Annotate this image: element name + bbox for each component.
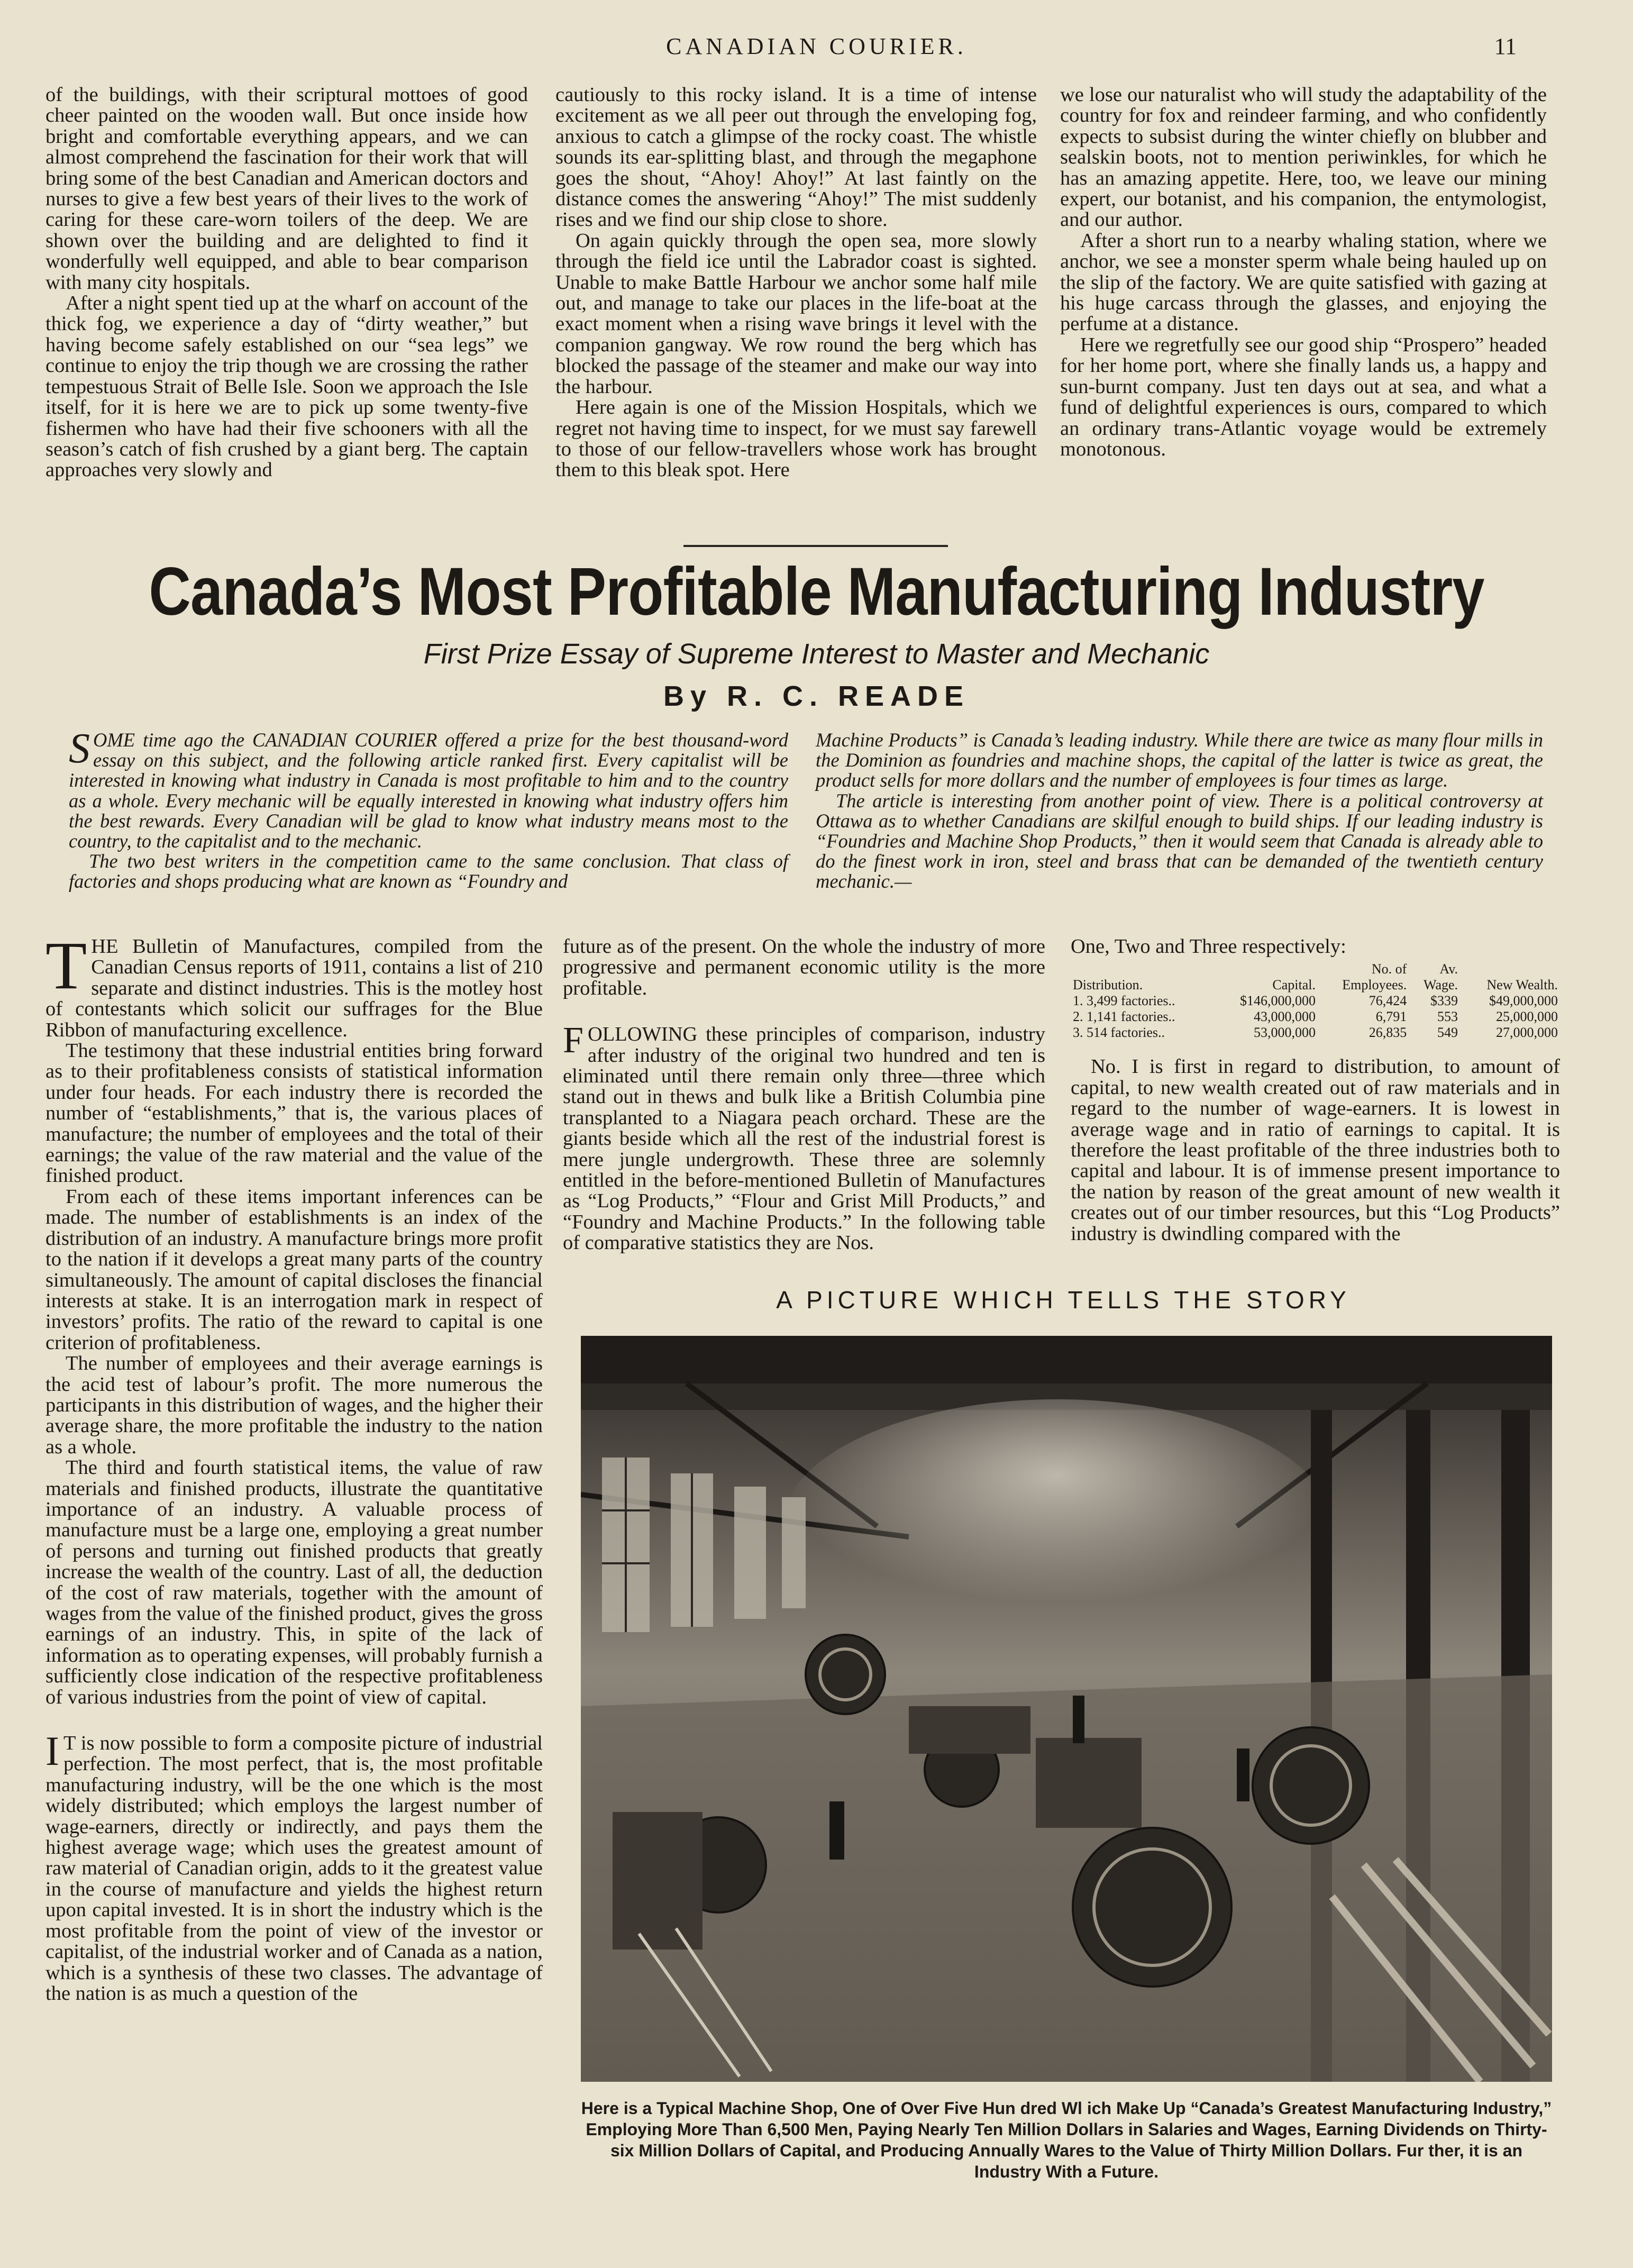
table-row	[1071, 1009, 1560, 1025]
table-cell: 553	[1437, 1009, 1458, 1025]
intro-column-1	[69, 725, 788, 892]
drop-cap: T	[45, 928, 87, 1003]
intro-paragraph	[69, 725, 788, 852]
intro-text: OME time ago the CANADIAN COURIER offered a prize for the best thousand-word essay on this subject, and the following article ranked first. Every capitalist will be interested in knowing what industry in Canada is most profitable to him and to the country as a whole. Every mechanic will be equally interested in knowing what industry offers him the best rewards. Every Canadian will be glad to know what industry means most to the country, to the capitalist and to the mechanic.	[69, 729, 788, 852]
article-subtitle: First Prize Essay of Supreme Interest to Master and Mechanic	[423, 638, 1210, 670]
table-header: Av.	[1439, 961, 1458, 977]
machine-shop-illustration	[581, 1336, 1552, 2082]
table-cell: 53,000,000	[1254, 1025, 1316, 1041]
table-cell: 27,000,000	[1496, 1025, 1558, 1041]
page-number: 11	[1494, 33, 1517, 59]
paragraph: The third and fourth statistical items, the value of raw materials and finished products, illustrate the quantitative importance of an industry. A valuable process of manufacture must be a large one, employing a great number of persons and turning out finished products that greatly increase the wealth of the country. Last of all, the deduction of the cost of raw materials, together with the amount of wages from the value of the finished product, gives the gross earnings of an industry. This, in spite of the lack of information as to operating expenses, will probably furnish a sufficiently close indication of the respective profitableness of various industries from the point of view of capital.	[45, 1456, 543, 1708]
intro-paragraph: The article is interesting from another point of view. There is a political controversy at Ottawa as to whether Canadians are skilful enough to build ships. If our leading industry is “Foundries and Machine Shop Products,” then it would seem that Canada is already able to do the finest work in iron, steel and brass that can be demanded of the twentieth century mechanic.—	[816, 789, 1543, 892]
table-cell: 43,000,000	[1254, 1009, 1316, 1025]
machine-shop-photo	[581, 1336, 1552, 2082]
paragraph	[45, 928, 543, 1041]
table-header	[1460, 961, 1560, 977]
intro-paragraph: Machine Products” is Canada’s leading industry. While there are twice as many flour mills in the Dominion as foundries and machine shops, the capital of the latter is twice as great, the product sells for more dollars and the number of employees is four times as large.	[816, 729, 1543, 791]
paragraph: One, Two and Three respectively:	[1071, 935, 1346, 958]
table-cell: 26,835	[1369, 1025, 1407, 1041]
table-header: Wage.	[1424, 977, 1458, 993]
table-header: Capital.	[1272, 977, 1316, 993]
paragraph: Here again is one of the Mission Hospitals, which we regret not having time to inspect, for we must say farewell to those of our fellow-travellers whose work has brought them to this bleak spot. Here	[555, 396, 1037, 481]
paragraph	[45, 1728, 543, 2005]
table-header	[1212, 961, 1318, 977]
table-cell: 76,424	[1369, 993, 1407, 1009]
paragraph: After a short run to a nearby whaling station, where we anchor, we see a monster sperm whale being hauled up on the slip of the factory. We are quite satisfied with gazing at his huge carcass through the glasses, and enjoying the perfume at a distance.	[1060, 229, 1547, 335]
photo-caption: Here is a Typical Machine Shop, One of Over Five Hun dred Wl ich Make Up “Canada’s Greatest Manufacturing Industry,” Employing More Than 6,500 Men, Paying Nearly Ten Million Dollars in Salaries and Wages, Earning Dividends on Thirty-six Million Dollars of Capital, and Producing Annually Wares to the Value of Thirty Million Dollars. Fur ther, it is an Industry With a Future.	[581, 2099, 1552, 2181]
paragraph: cautiously to this rocky island. It is a time of intense excitement as we all peer out through the enveloping fog, anxious to catch a glimpse of the rocky coast. The whistle sounds its ear-splitting blast, and through the megaphone goes the shout, “Ahoy! Ahoy!” At last faintly on the distance comes the answering “Ahoy!” The mist suddenly rises and we find our ship close to shore.	[555, 84, 1037, 231]
paragraph: No. I is first in regard to distribution, to amount of capital, to new wealth created out of raw materials and in regard to the number of wage-earners. It is lowest in average wage and in ratio of earnings to capital. It is therefore the least profitable of the three industries both to capital and labour. It is of immense present importance to the nation by reason of the great amount of new wealth it creates out of our timber resources, but this “Log Products” industry is dwindling compared with the	[1071, 1055, 1560, 1245]
paragraph: we lose our naturalist who will study the adaptability of the country for fox and reindeer farming, and who confidently expects to subsist during the winter chiefly on blubber and sealskin boots, not to mention periwinkles, for which he has an amazing appetite. Here, too, we leave our mining expert, our botanist, and his companion, the entymologist, and our author.	[1060, 84, 1547, 231]
paragraph: On again quickly through the open sea, more slowly through the field ice until the Labrador coast is sighted. Unable to make Battle Harbour we anchor some half mile out, and manage to take our places in the life-boat at the exact moment when a rising wave brings it level with the companion gangway. We row round the berg which has blocked the passage of the steamer and make our way into the harbour.	[555, 229, 1037, 398]
body-column-2	[563, 936, 1045, 1254]
paragraph: future as of the present. On the whole the industry of more progressive and permanent economic utility is the more profitable.	[563, 935, 1045, 999]
paragraph: Here we regretfully see our good ship “Prospero” headed for her home port, where she finally lands us, a happy and sun-burnt company. Just ten days out at sea, and what a fund of delightful experiences is ours, compared to which an ordinary trans-Atlantic voyage would be extremely monotonous.	[1060, 333, 1547, 460]
table-cell: 2. 1,141 factories..	[1073, 1009, 1175, 1025]
drop-cap: S	[69, 725, 90, 772]
table-header: Employees.	[1342, 977, 1407, 993]
body-column-3	[1071, 936, 1560, 1244]
running-header: CANADIAN COURIER.	[666, 33, 967, 59]
table-header	[1071, 961, 1212, 977]
intro-paragraph: The two best writers in the competition came to the same conclusion. That class of factories and shops producing what are known as “Foundry and	[69, 850, 788, 892]
drop-cap: I	[45, 1728, 59, 1774]
drop-cap: F	[563, 1020, 583, 1061]
table-cell: 6,791	[1375, 1009, 1407, 1025]
paragraph-text: HE Bulletin of Manufactures, compiled from the Canadian Census reports of 1911, contains a list of 210 separate and distinct industries. This is the motley host of contestants which solicit our suffrages for the Blue Ribbon of manufacturing excellence.	[45, 935, 543, 1041]
table-cell: 3. 514 factories..	[1073, 1025, 1165, 1041]
table-cell: 25,000,000	[1496, 1009, 1558, 1025]
paragraph: The testimony that these industrial entities bring forward as to their profitableness consists of statistical information under four heads. For each industry there is recorded the number of “establishments,” that is, the various places of manufacture; the number of employees and the total of their earnings; the value of the raw material and the value of the finished product.	[45, 1040, 543, 1187]
intro-column-2	[816, 730, 1543, 892]
table-cell: 1. 3,499 factories..	[1073, 993, 1175, 1009]
table-row	[1071, 993, 1560, 1009]
table-header: New Wealth.	[1486, 977, 1558, 993]
picture-heading: A PICTURE WHICH TELLS THE STORY	[776, 1286, 1351, 1314]
top-column-2	[555, 85, 1037, 481]
paragraph: of the buildings, with their scriptural mottoes of good cheer painted on the wooden wall. But once inside how bright and comfortable everything appears, and we can almost comprehend the fascination for their work that will bring some of the best Canadian and American doctors and nurses to give a few best years of their lives to the work of caring for these care-worn toilers of the deep. We are shown over the building and are delighted to find it wonderfully well equipped, and able to bear comparison with many city hospitals.	[45, 84, 528, 294]
top-column-3	[1060, 85, 1547, 460]
table-header-row	[1071, 977, 1560, 993]
statistics-table	[1071, 961, 1560, 1041]
paragraph	[563, 1020, 1045, 1254]
section-divider	[683, 545, 948, 547]
table-cell: 549	[1437, 1025, 1458, 1041]
article-title: Canada’s Most Profitable Manufacturing Industry	[149, 554, 1484, 630]
table-header-row	[1071, 961, 1560, 977]
paragraph-text: T is now possible to form a composite picture of industrial perfection. The most perfect, that is, the most profitable manufacturing industry, will be the one which is the most widely distributed; which employs the largest number of wage-earners, directly or indirectly, and pays them the highest average wage; which uses the greatest amount of raw material of Canadian origin, adds to it the greatest value in the course of manufacture and yields the highest return upon capital invested. It is in short the industry which is the most profitable from the point of view of the investor or capitalist, of the industrial worker and of Canada as a nation, which is a synthesis of these two classes. The advantage of the nation is as much a question of the	[45, 1732, 543, 2005]
table-header: No. of	[1371, 961, 1407, 977]
top-column-1	[45, 85, 528, 481]
paragraph: After a night spent tied up at the wharf on account of the thick fog, we experience a day of “dirty weather,” but having become safely established on our “sea legs” we continue to enjoy the trip though we are crossing the rather tempestuous Strait of Belle Isle. Soon we approach the Isle itself, for it is here we are to pick up some twenty-five fishermen who have had their five schooners with all the season’s catch of fish crushed by a giant berg. The captain approaches very slowly and	[45, 292, 528, 481]
article-byline: By R. C. READE	[663, 680, 970, 712]
table-cell: $49,000,000	[1489, 993, 1558, 1009]
table-header: Distribution.	[1073, 977, 1143, 993]
table-cell: $146,000,000	[1240, 993, 1316, 1009]
paragraph-text: OLLOWING these principles of comparison, industry after industry of the original two hundred and ten is eliminated until there remain only three—three which stand out in thews and bulk like a British Columbia pine transplanted to a Niagara peach orchard. These are the giants beside which all the rest of the industrial forest is mere jungle undergrowth. These three are solemnly entitled in the before-mentioned Bulletin of Manufactures as “Log Products,” “Flour and Grist Mill Products,” and “Foundry and Machine Products.” In the following table of comparative statistics they are Nos.	[563, 1023, 1045, 1254]
table-row	[1071, 1025, 1560, 1041]
body-column-1	[45, 928, 543, 2005]
paragraph: The number of employees and their average earnings is the acid test of labour’s profit. The more numerous the participants in this distribution of wages, and the higher their average share, the more profitable the industry to the nation as a whole.	[45, 1352, 543, 1458]
paragraph: From each of these items important inferences can be made. The number of establishments is an index of the distribution of an industry. A manufacture brings more profit to the nation if it develops a great many parts of the country simultaneously. The amount of capital discloses the financial interests at stake. It is an interrogation mark in respect of investors’ profits. The ratio of the reward to capital is one criterion of profitableness.	[45, 1185, 543, 1354]
table-cell: $339	[1430, 993, 1458, 1009]
